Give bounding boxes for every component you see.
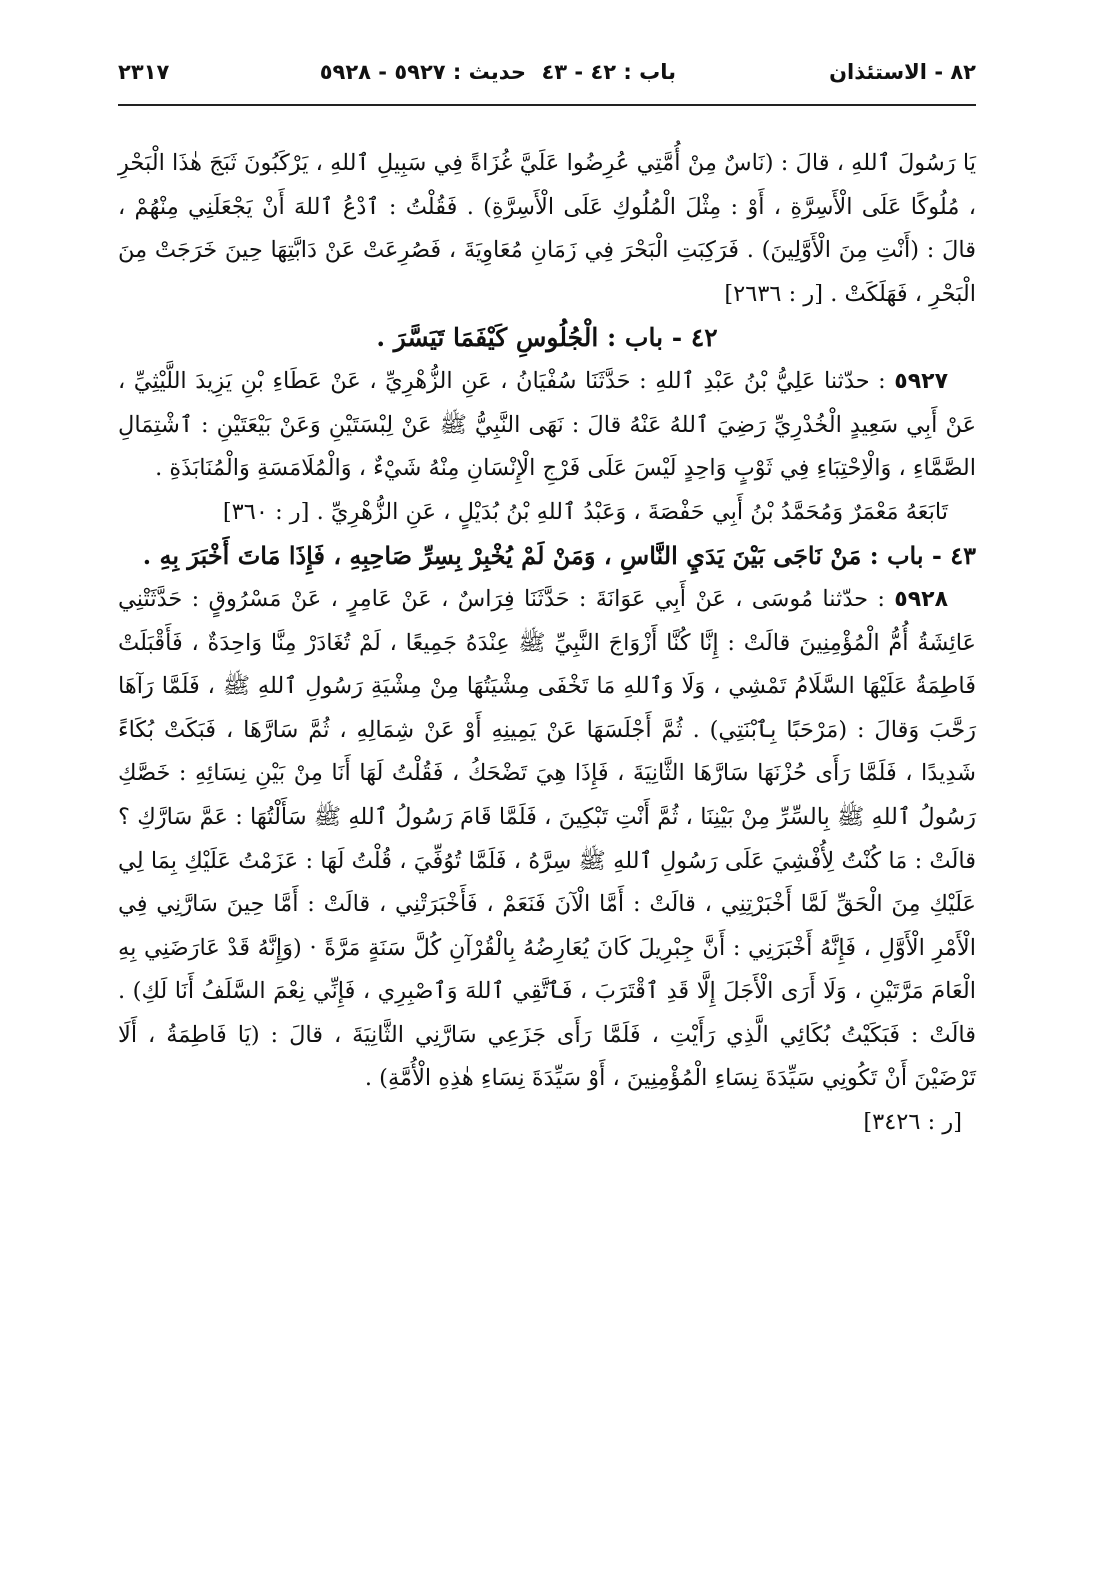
- continuation-text: يَا رَسُولَ ٱللهِ ، قالَ : (نَاسٌ مِنْ أُمَّتِي عُرِضُوا عَلَيَّ غُزَاةً فِي سَبِيلِ ٱللهِ ، يَرْكَبُونَ ثَبَجَ هٰذَا الْبَحْرِ ، مُلُوكًا عَلَى الْأَسِرَّةِ ، أَوْ : مِثْلَ الْمُلُوكِ عَلَى الْأَسِرَّةِ) . فَقُلْتُ : ٱدْعُ ٱللهَ أَنْ يَجْعَلَنِي مِنْهُمْ ، قالَ : (أَنْتِ مِنَ الْأَوَّلِينَ) . فَرَكِبَتِ الْبَحْرَ فِي زَمَانِ مُعَاوِيَةَ ، فَصُرِعَتْ عَنْ دَابَّتِهَا حِينَ خَرَجَتْ مِنَ الْبَحْرِ ، فَهَلَكَتْ .: [118, 150, 976, 307]
- header-chapter-range: باب : ٤٢ - ٤٣: [541, 60, 676, 84]
- tabaahu-text: تَابَعَهُ مَعْمَرٌ وَمُحَمَّدُ بْنُ أَبِي حَفْصَةَ ، وَعَبْدُ ٱللهِ بْنُ بُدَيْلٍ ، عَنِ الزُّهْرِيِّ .: [316, 498, 948, 525]
- hadith-number-5928: ٥٩٢٨: [894, 586, 948, 612]
- chapter-42-heading: ٤٢ - باب : الْجُلُوسِ كَيْفَمَا تَيَسَّرَ .: [376, 323, 718, 353]
- hadith-5927: [118, 360, 976, 491]
- reference-2636: [ر : ٢٦٣٦]: [724, 280, 824, 307]
- hadith-number-5927: ٥٩٢٧: [894, 368, 949, 394]
- header-page-number: ٢٣١٧: [118, 60, 170, 84]
- header-book-title: ٨٢ - الاستئذان: [829, 60, 976, 84]
- header-divider: [118, 104, 976, 106]
- hadith-5927-text: : حدّثنا عَلِيُّ بْنُ عَبْدِ ٱللهِ : حَدَّثَنَا سُفْيَانُ ، عَنِ الزُّهْرِيِّ ، عَنْ عَطَاءِ بْنِ يَزِيدَ اللَّيْثِيِّ ، عَنْ أَبِي سَعِيدٍ الْخُدْرِيِّ رَضِيَ ٱللهُ عَنْهُ قالَ : نَهَى النَّبِيُّ ﷺ عَنْ لِبْسَتَيْنِ وَعَنْ بَيْعَتَيْنِ : ٱشْتِمَالِ الصَّمَّاءِ ، وَالْاِحْتِبَاءِ فِي ثَوْبٍ وَاحِدٍ لَيْسَ عَلَى فَرْجِ الْإِنْسَانِ مِنْهُ شَيْءٌ ، وَالْمُلَامَسَةِ وَالْمُنَابَذَةِ .: [118, 367, 976, 482]
- page-body: [118, 142, 976, 1145]
- page-header: [118, 52, 976, 92]
- hadith-5928-text: : حدّثنا مُوسَى ، عَنْ أَبِي عَوَانَةَ : حَدَّثَنَا فِرَاسٌ ، عَنْ عَامِرٍ ، عَنْ مَسْرُوقٍ : حَدَّثَتْنِي عَائِشَةُ أُمُّ الْمُؤْمِنِينَ قالَتْ : إِنَّا كُنَّا أَزْوَاجَ النَّبِيِّ ﷺ عِنْدَهُ جَمِيعًا ، لَمْ تُغَادَرْ مِنَّا وَاحِدَةٌ ، فَأَقْبَلَتْ فَاطِمَةُ عَلَيْهَا السَّلَامُ تَمْشِي ، وَلَا وَٱللهِ مَا تَخْفَى مِشْيَتُهَا مِنْ مِشْيَةِ رَسُولِ ٱللهِ ﷺ ، فَلَمَّا رَآهَا رَحَّبَ وَقالَ : (مَرْحَبًا بِٱبْنَتِي) . ثُمَّ أَجْلَسَهَا عَنْ يَمِينِهِ أَوْ عَنْ شِمَالِهِ ، ثُمَّ سَارَّهَا ، فَبَكَتْ بُكَاءً شَدِيدًا ، فَلَمَّا رَأَى حُزْنَهَا سَارَّهَا الثَّانِيَةَ ، فَإِذَا هِيَ تَضْحَكُ ، فَقُلْتُ لَهَا أَنَا مِنْ بَيْنِ نِسَائِهِ : خَصَّكِ رَسُولُ ٱللهِ ﷺ بِالسِّرِّ مِنْ بَيْنِنَا ، ثُمَّ أَنْتِ تَبْكِينَ ، فَلَمَّا قَامَ رَسُولُ ٱللهِ ﷺ سَأَلْتُهَا : عَمَّ سَارَّكِ ؟ قالَتْ : مَا كُنْتُ لِأُفْشِيَ عَلَى رَسُولِ ٱللهِ ﷺ سِرَّهُ ، فَلَمَّا تُوُفِّيَ ، قُلْتُ لَهَا : عَزَمْتُ عَلَيْكِ بِمَا لِي عَلَيْكِ مِنَ الْحَقِّ لَمَّا أَخْبَرْتِنِي ، قالَتْ : أَمَّا الْآنَ فَنَعَمْ ، فَأَخْبَرَتْنِي ، قالَتْ : أَمَّا حِينَ سَارَّنِي فِي الْأَمْرِ الْأَوَّلِ ، فَإِنَّهُ أَخْبَرَنِي : أَنَّ جِبْرِيلَ كَانَ يُعَارِضُهُ بِالْقُرْآنِ كُلَّ سَنَةٍ مَرَّةً · (وَإِنَّهُ قَدْ عَارَضَنِي بِهِ الْعَامَ مَرَّتَيْنِ ، وَلَا أَرَى الْأَجَلَ إِلَّا قَدِ ٱقْتَرَبَ ، فَٱتَّقِي ٱللهَ وَٱصْبِرِي ، فَإِنِّي نِعْمَ السَّلَفُ أَنَا لَكِ) . قالَتْ : فَبَكَيْتُ بُكَائِي الَّذِي رَأَيْتِ ، فَلَمَّا رَأَى جَزَعِي سَارَّنِي الثَّانِيَةَ ، قالَ : (يَا فَاطِمَةُ ، أَلَا تَرْضَيْنَ أَنْ تَكُونِي سَيِّدَةَ نِسَاءِ الْمُؤْمِنِينَ ، أَوْ سَيِّدَةَ نِسَاءِ هٰذِهِ الْأُمَّةِ) .: [118, 585, 976, 1092]
- hadith-5928: [118, 578, 976, 1101]
- chapter-43-heading: ٤٣ - باب : مَنْ نَاجَى بَيْنَ يَدَيِ النَّاسِ ، وَمَنْ لَمْ يُخْبِرْ بِسِرِّ صَاحِبِهِ ، فَإِذَا مَاتَ أَخْبَرَ بِهِ .: [142, 541, 976, 571]
- reference-360: [ر : ٣٦٠]: [222, 498, 310, 525]
- tabaahu-note: [118, 491, 976, 535]
- reference-3426: [ر : ٣٤٢٦]: [863, 1109, 962, 1136]
- header-hadith-range: حديث : ٥٩٢٧ - ٥٩٢٨: [319, 60, 526, 84]
- hadith-continuation: [118, 142, 976, 316]
